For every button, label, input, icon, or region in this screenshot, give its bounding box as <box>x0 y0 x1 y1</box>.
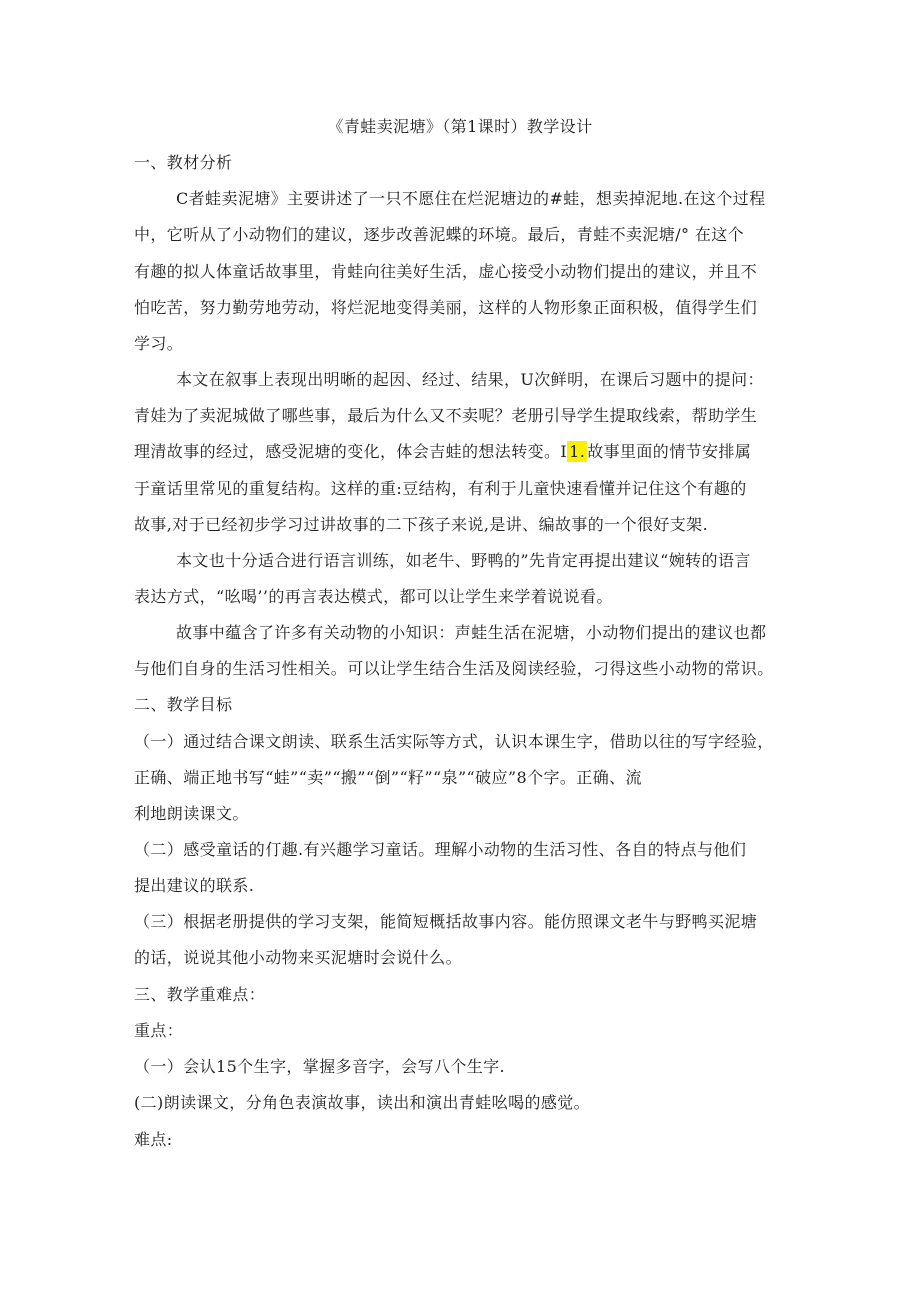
goal-line: （三）根据老册提供的学习支架，能简短概括故事内容。能仿照课文老牛与野鸭买泥塘 <box>134 912 758 931</box>
text-segment: 故事里面的情节安排属 <box>587 442 752 461</box>
text-segment: 理清故事的经过，感受泥塘的变化，体会吉蛙的想法转变。I <box>134 442 568 461</box>
paragraph-line: 与他们自身的生活习性相关。可以让学生结合生活及阅读经验，刁得这些小动物的常识。 <box>134 659 774 678</box>
paragraph-line: 中，它听从了小动物们的建议，逐步改善泥蝶的环境。最后，青蛙不卖泥塘/° 在这个 <box>134 225 745 244</box>
difficulty-label: 难点: <box>134 1130 173 1149</box>
paragraph-line <box>134 441 751 463</box>
paragraph-line: 于童话里常见的重复结构。这样的重:豆结构，有利于儿童快速看懂并记住这个有趣的 <box>134 479 747 498</box>
key-label: 重点： <box>134 1021 184 1040</box>
paragraph-line: 本文在叙事上表现出明晰的起因、经过、结果，U次鲜明，在课后习题中的提问： <box>176 370 764 389</box>
paragraph-line: 有趣的拟人体童话故事里，肯蛙向往美好生活，虚心接受小动物们提出的建议，并且不 <box>134 262 758 281</box>
paragraph-line: 怕吃苦，努力勤劳地劳动，将烂泥地变得美丽，这样的人物形象正面积极，值得学生们 <box>134 298 758 317</box>
paragraph-line: 青娃为了卖泥城做了哪些事，最后为什么又不卖呢？老册引导学生提取线索，帮助学生 <box>134 406 758 425</box>
goal-line: 利地朗读课文。 <box>134 804 249 823</box>
page-title: 《青蛙卖泥塘》（第1课时）教学设计 <box>327 117 593 136</box>
section-heading-goals: 二、教学目标 <box>134 695 233 714</box>
section-heading-analysis: 一、教材分析 <box>134 153 233 172</box>
paragraph-line: 故事,对于已经初步学习过讲故事的二下孩子来说,是讲、编故事的一个很好支架. <box>134 515 709 534</box>
paragraph-line: 学习。 <box>134 334 184 353</box>
goal-line: （二）感受童话的仃趣.有兴趣学习童话。理解小动物的生活习性、各自的特点与他们 <box>134 840 747 859</box>
goal-line: （一）通过结合课文朗读、联系生活实际等方式，认识本课生字，借助以往的写字经验， <box>134 732 774 751</box>
goal-line: 提出建议的联系. <box>134 876 255 895</box>
key-item: (二)朗读课文，分角色表演故事，读出和演出青蛙吆喝的感觉。 <box>134 1093 591 1112</box>
paragraph-line: 故事中蕴含了许多有关动物的小知识：声蛙生活在泥塘，小动物们提出的建议也都 <box>176 623 767 642</box>
paragraph-line: C者蛙卖泥塘》主要讲述了一只不愿住在烂泥塘边的#蛙，想卖掉泥地.在这个过程 <box>176 189 766 208</box>
goal-line: 的话，说说其他小动物来买泥塘时会说什么。 <box>134 948 463 967</box>
highlighted-text: 1. <box>569 442 586 461</box>
section-heading-key-points: 三、教学重难点： <box>134 985 266 1004</box>
paragraph-line: 表达方式，“吆喝’’的再言表达模式，都可以让学生来学着说说看。 <box>134 587 613 606</box>
goal-line: 正确、端正地书写“蛙”“卖”“搬”“倒”“籽”“泉”“破应”8个字。正确、流 <box>134 768 642 787</box>
paragraph-line: 本文也十分适合进行语言训练，如老牛、野鸭的”先肯定再提出建议“婉转的语言 <box>176 551 751 570</box>
key-item: （一）会认15个生字，掌握多音字，会写八个生字. <box>134 1057 506 1076</box>
